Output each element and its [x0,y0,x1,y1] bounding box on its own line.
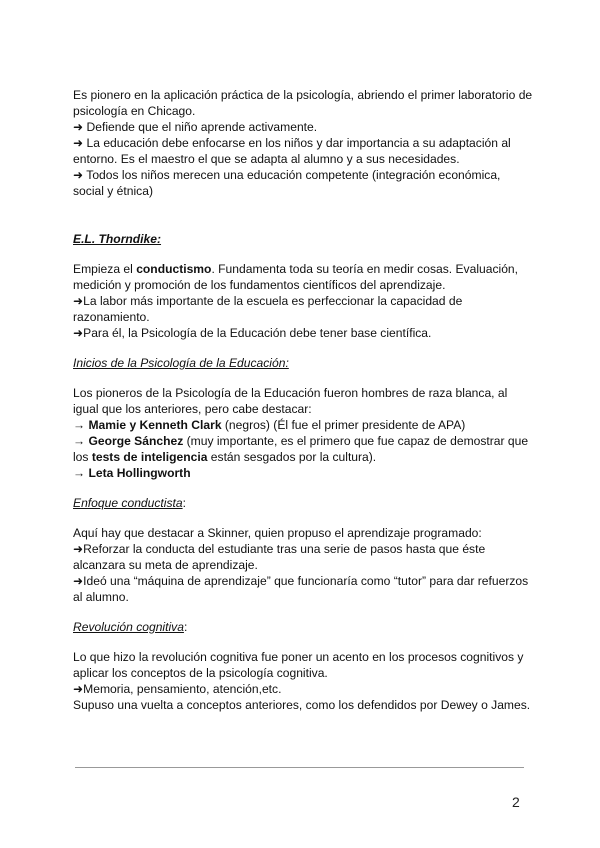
inicios-item: → Leta Hollingworth [73,466,191,480]
inicios-item: → Mamie y Kenneth Clark (negros) (Él fue el primer presidente de APA) [73,418,466,432]
section-heading-thorndike: E.L. Thorndike: [73,232,162,246]
footer-divider [75,767,524,768]
thorndike-bullet: ➜Para él, la Psicología de la Educación debe tener base científica. [73,326,432,340]
page-content [73,87,533,713]
arrow-icon: ➜ [73,574,84,588]
enfoque-bullet: ➜Reforzar la conducta del estudiante tras una serie de pasos hasta que éste alcanzara su meta de aprendizaje. [73,542,486,572]
arrow-right-icon: → [73,466,86,480]
arrow-icon: ➜ [73,294,84,308]
inicios-paragraph: Los pioneros de la Psicología de la Educación fueron hombres de raza blanca, al igual que los anteriores, pero cabe destacar: [73,386,508,416]
arrow-icon: ➜ [73,542,84,556]
enfoque-paragraph: Aquí hay que destacar a Skinner, quien propuso el aprendizaje programado: [73,526,482,540]
thorndike-paragraph: Empieza el conductismo. Fundamenta toda su teoría en medir cosas. Evaluación, medición y promoción de los fundamentos científicos del aprendizaje. [73,262,519,292]
intro-bullet: ➜ Todos los niños merecen una educación competente (integración económica, social y étnica) [73,168,501,198]
arrow-icon: ➜ [73,120,84,134]
section-heading-enfoque: Enfoque conductista: [73,496,186,510]
inicios-item: → George Sánchez (muy importante, es el primero que fue capaz de demostrar que los tests de inteligencia están sesgados por la cultura). [73,434,529,464]
arrow-icon: ➜ [73,326,84,340]
arrow-icon: ➜ [73,682,84,696]
enfoque-bullet: ➜Ideó una “máquina de aprendizaje” que funcionaría como “tutor” para dar refuerzos al alumno. [73,574,529,604]
section-heading-revolucion: Revolución cognitiva: [73,620,188,634]
page-number: 2 [512,794,520,810]
arrow-right-icon: → [73,418,86,432]
intro-paragraph: Es pionero en la aplicación práctica de la psicología, abriendo el primer laboratorio de psicología en Chicago. [73,88,533,118]
arrow-icon: ➜ [73,168,84,182]
arrow-right-icon: → [73,434,86,448]
intro-bullet: ➜ Defiende que el niño aprende activamente. [73,120,318,134]
section-heading-inicios: Inicios de la Psicología de la Educación: [73,356,289,370]
intro-bullet: ➜ La educación debe enfocarse en los niños y dar importancia a su adaptación al entorno. Es el maestro el que se adapta al alumno y a sus necesidades. [73,136,511,166]
arrow-icon: ➜ [73,136,84,150]
revolucion-paragraph: Lo que hizo la revolución cognitiva fue poner un acento en los procesos cognitivos y aplicar los conceptos de la psicología cognitiva. [73,650,524,680]
revolucion-paragraph-2: Supuso una vuelta a conceptos anteriores, como los defendidos por Dewey o James. [73,698,531,712]
thorndike-bullet: ➜La labor más importante de la escuela es perfeccionar la capacidad de razonamiento. [73,294,463,324]
revolucion-bullet: ➜Memoria, pensamiento, atención,etc. [73,682,282,696]
